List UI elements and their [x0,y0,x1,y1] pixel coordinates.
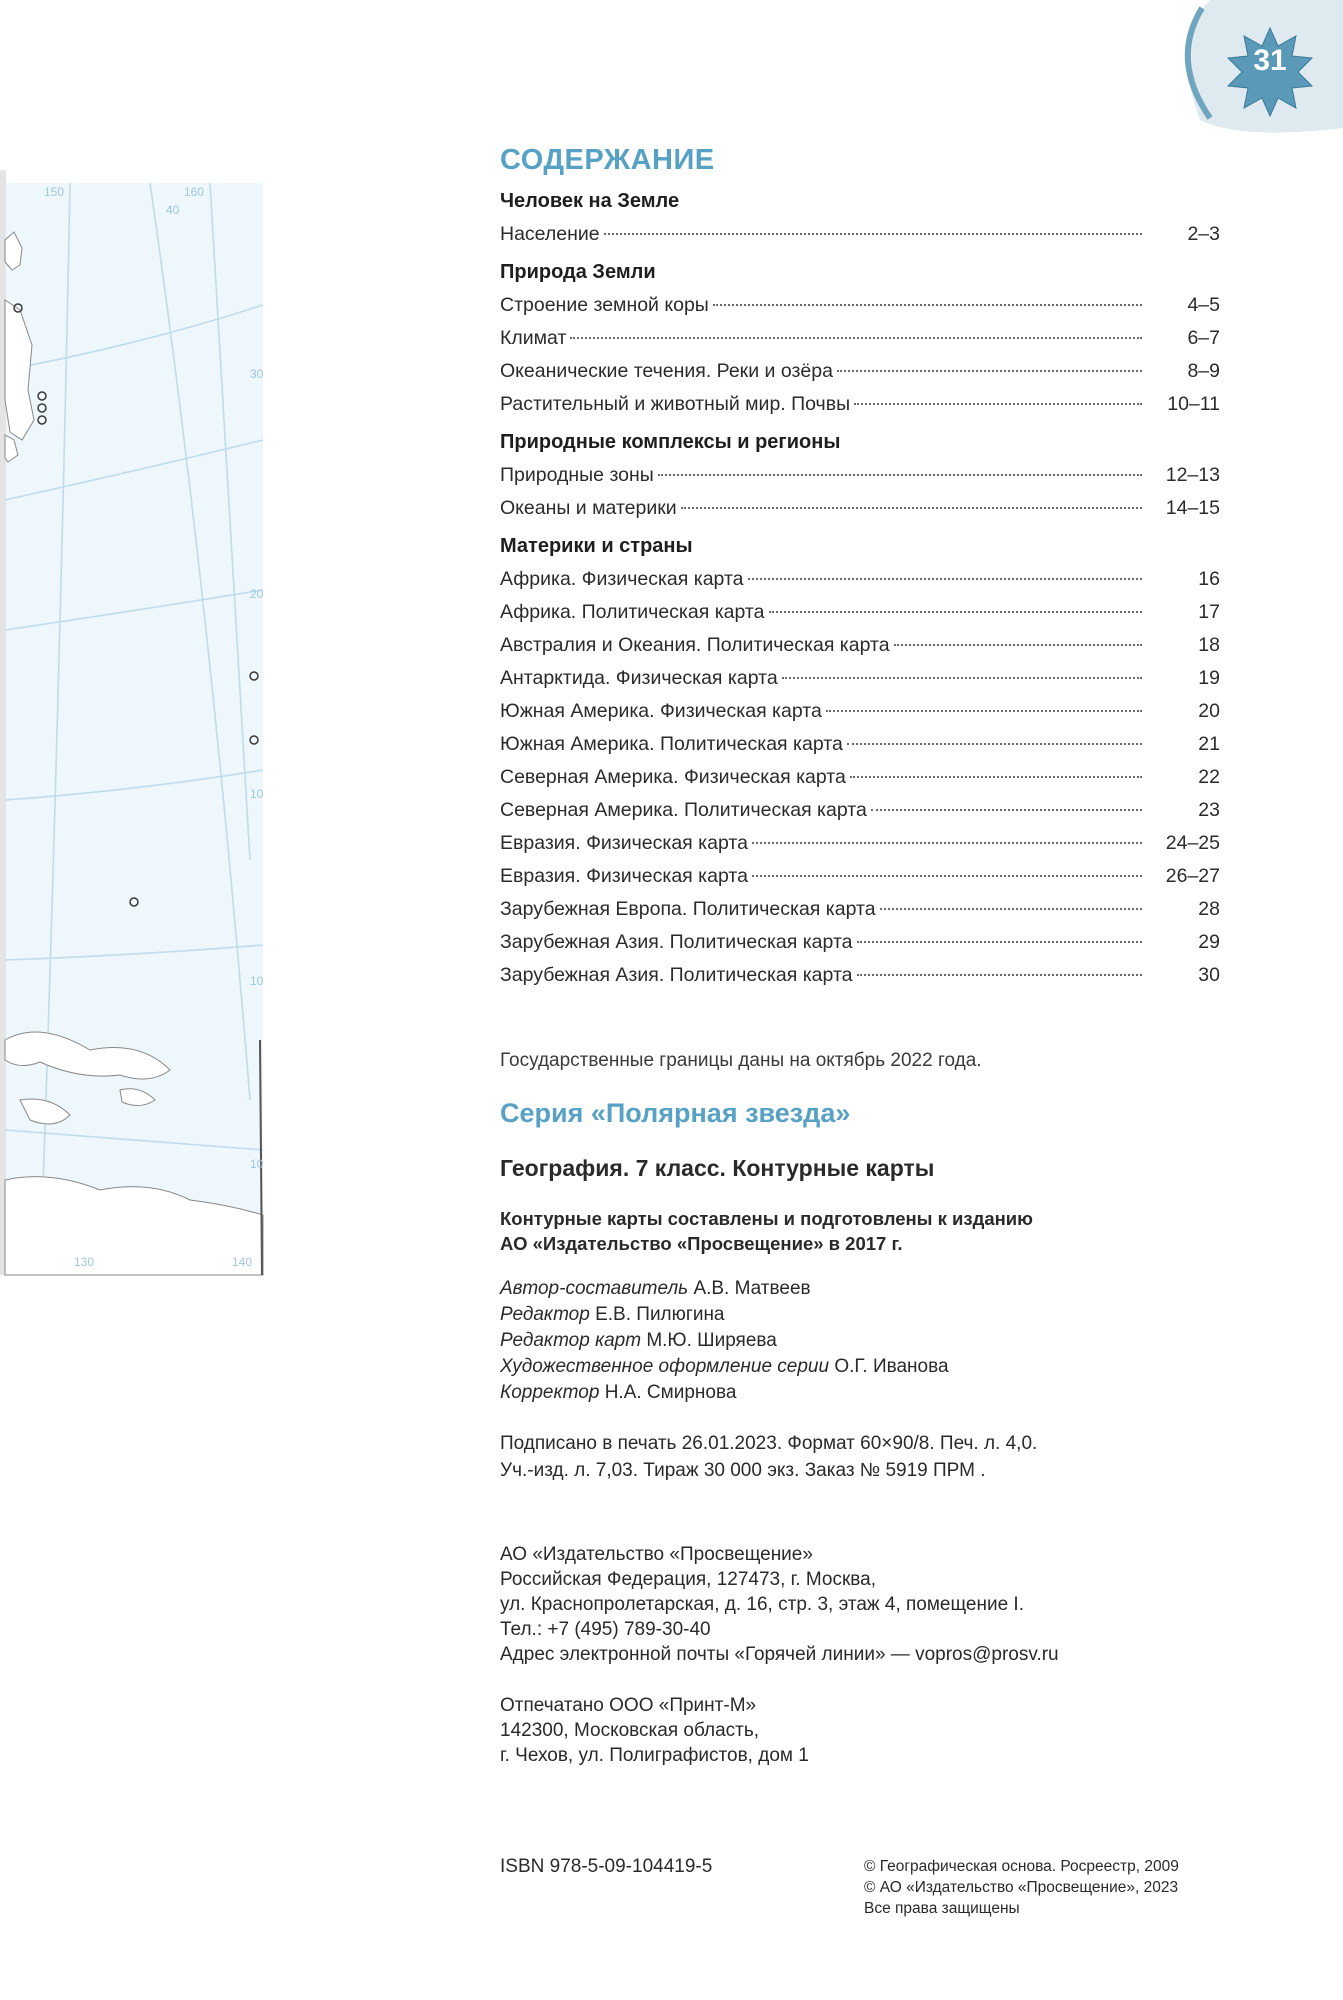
credit-name: Е.В. Пилюгина [595,1304,725,1325]
dot-leader [769,611,1143,613]
copyright-line: © АО «Издательство «Просвещение», 2023 [864,1879,1179,1896]
toc-entry-page: 14–15 [1165,497,1220,519]
dot-leader [782,677,1142,679]
toc-entry-label: Зарубежная Азия. Политическая карта [500,931,853,953]
contour-map-fragment [0,0,270,1300]
toc-entry-page: 23 [1198,799,1220,821]
map-label: 40 [166,203,180,217]
credit-name: М.Ю. Ширяева [646,1330,777,1351]
toc-entry [500,218,1220,251]
toc-entry-label: Северная Америка. Физическая карта [500,766,846,788]
toc-entry-label: Природные зоны [500,464,654,486]
toc-entry [500,959,1220,992]
toc-entry-label: Южная Америка. Политическая карта [500,733,843,755]
printer-address [500,1693,1220,1768]
toc-entry-label: Строение земной коры [500,294,709,316]
toc-entry-page: 20 [1198,700,1220,722]
toc-entry [500,289,1220,322]
toc-entry [500,662,1220,695]
toc-entry [500,355,1220,388]
toc-entry-label: Австралия и Океания. Политическая карта [500,634,890,656]
print-info [500,1430,1220,1484]
dot-leader [857,974,1142,976]
toc-section-title: Человек на Земле [500,190,680,212]
toc-entry-label: Евразия. Физическая карта [500,832,748,854]
dot-leader [658,474,1142,476]
map-label: 130 [74,1255,95,1269]
toc-entry-page: 8–9 [1187,360,1220,382]
toc-entry-label: Северная Америка. Политическая карта [500,799,867,821]
dot-leader [826,710,1142,712]
map-label: 30 [250,367,264,381]
toc-entry-label: Океанические течения. Реки и озёра [500,360,833,382]
toc-entry [500,388,1220,421]
dot-leader [604,233,1142,235]
dot-leader [847,743,1142,745]
credit-role: Редактор карт [500,1330,642,1351]
credit-line [500,1380,1220,1406]
credit-name: А.В. Матвеев [693,1278,811,1299]
toc-entry [500,629,1220,662]
toc-entry [500,728,1220,761]
toc-entry-label: Океаны и материки [500,497,677,519]
toc-entry-page: 6–7 [1187,327,1220,349]
dot-leader [854,403,1142,405]
map-label: 20 [250,587,264,601]
toc-entry-page: 21 [1198,733,1220,755]
preparation-note [500,1206,1220,1256]
copyright-line: © Географическая основа. Росреестр, 2009 [864,1858,1179,1875]
preparation-line: Контурные карты составлены и подготовлены к изданию [500,1208,1033,1229]
credit-line [500,1276,1220,1302]
toc-entry-label: Африка. Политическая карта [500,601,765,623]
map-label: 10 [250,787,264,801]
toc-entry-page: 10–11 [1167,393,1220,415]
toc-entry [500,563,1220,596]
credit-line [500,1302,1220,1328]
dot-leader [871,809,1142,811]
toc-entry-label: Климат [500,327,567,349]
copyright-block [864,1856,1179,1919]
toc-entry-label: Зарубежная Азия. Политическая карта [500,964,853,986]
dot-leader [752,842,1142,844]
credits-list [500,1276,1220,1406]
toc-entry-page: 17 [1198,601,1220,623]
toc-entry-label: Африка. Физическая карта [500,568,744,590]
copyright-line: Все права защищены [864,1900,1020,1917]
toc-entry [500,492,1220,525]
publisher-line: ул. Краснопролетарская, д. 16, стр. 3, этаж 4, помещение I. [500,1594,1024,1615]
dot-leader [713,304,1142,306]
toc-entry [500,794,1220,827]
dot-leader [880,908,1142,910]
toc-section-title: Природа Земли [500,261,656,283]
credit-name: Н.А. Смирнова [604,1382,737,1403]
toc-entry [500,761,1220,794]
publisher-line: АО «Издательство «Просвещение» [500,1544,813,1565]
dot-leader [894,644,1142,646]
printer-line: Отпечатано ООО «Принт-М» [500,1695,757,1716]
map-graticule [0,0,270,1300]
toc-section-title: Природные комплексы и регионы [500,431,841,453]
toc-entry-page: 18 [1198,634,1220,656]
toc-entry-page: 29 [1198,931,1220,953]
publisher-line: Адрес электронной почты «Горячей линии» — vopros@prosv.ru [500,1644,1059,1665]
map-label: 160 [184,185,205,199]
toc-entry-page: 30 [1198,964,1220,986]
toc-entry-label: Евразия. Физическая карта [500,865,748,887]
toc-title: СОДЕРЖАНИЕ [500,144,715,176]
toc-entry-page: 26–27 [1165,865,1220,887]
isbn: ISBN 978-5-09-104419-5 [500,1856,713,1877]
toc-entry [500,827,1220,860]
dot-leader [570,337,1142,339]
toc-entry-page: 24–25 [1165,832,1220,854]
map-label: 140 [232,1255,253,1269]
toc-section-title: Материки и страны [500,535,693,557]
toc-entry-page: 4–5 [1187,294,1220,316]
toc-entry-page: 22 [1198,766,1220,788]
publisher-line: Тел.: +7 (495) 789-30-40 [500,1619,711,1640]
credit-role: Художественное оформление серии [500,1356,830,1377]
toc-entry [500,695,1220,728]
map-label: 10 [250,1157,264,1171]
toc-entry-page: 28 [1198,898,1220,920]
page-number-badge [1150,0,1343,150]
dot-leader [752,875,1142,877]
credit-role: Корректор [500,1382,600,1403]
toc-entry-page: 12–13 [1165,464,1220,486]
printer-line: г. Чехов, ул. Полиграфистов, дом 1 [500,1745,809,1766]
toc-entry [500,459,1220,492]
dot-leader [837,370,1142,372]
borders-note: Государственные границы даны на октябрь 2022 года. [500,1050,982,1071]
toc-entry-page: 16 [1198,568,1220,590]
print-info-line: Подписано в печать 26.01.2023. Формат 60×90/8. Печ. л. 4,0. [500,1433,1038,1454]
series-title: Серия «Полярная звезда» [500,1098,851,1128]
toc-entry-page: 2–3 [1187,223,1220,245]
page-number: 31 [1253,44,1287,77]
toc-entry [500,926,1220,959]
toc-entry [500,596,1220,629]
dot-leader [681,507,1142,509]
credit-role: Редактор [500,1304,590,1325]
toc-entry-label: Южная Америка. Физическая карта [500,700,822,722]
toc-entry [500,893,1220,926]
content-column [500,140,1220,1768]
print-info-line: Уч.-изд. л. 7,03. Тираж 30 000 экз. Заказ № 5919 ПРМ . [500,1460,986,1481]
table-of-contents [500,188,1220,992]
printer-line: 142300, Московская область, [500,1720,760,1741]
credit-line [500,1328,1220,1354]
map-label: 10 [250,974,264,988]
toc-entry-label: Зарубежная Европа. Политическая карта [500,898,876,920]
preparation-line: АО «Издательство «Просвещение» в 2017 г. [500,1233,903,1254]
dot-leader [857,941,1142,943]
dot-leader [850,776,1142,778]
publisher-address [500,1542,1220,1667]
toc-entry [500,860,1220,893]
toc-entry-label: Растительный и животный мир. Почвы [500,393,851,415]
dot-leader [748,578,1142,580]
toc-entry-label: Антарктида. Физическая карта [500,667,778,689]
publisher-line: Российская Федерация, 127473, г. Москва, [500,1569,876,1590]
credit-line [500,1354,1220,1380]
map-label: 150 [44,185,65,199]
book-title: География. 7 класс. Контурные карты [500,1155,935,1181]
toc-entry-page: 19 [1198,667,1220,689]
toc-entry [500,322,1220,355]
toc-entry-label: Население [500,223,600,245]
credit-name: О.Г. Иванова [834,1356,949,1377]
credit-role: Автор-составитель [500,1278,689,1299]
